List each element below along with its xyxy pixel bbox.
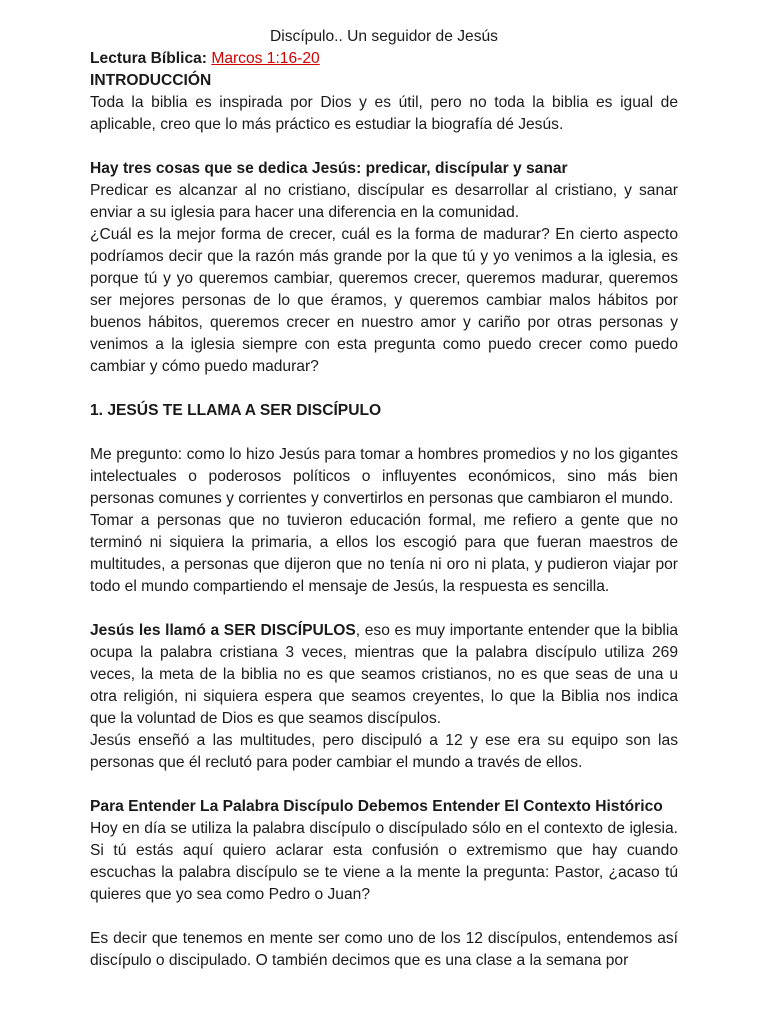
contexto-heading: Para Entender La Palabra Discípulo Debemos Entender El Contexto Histórico: [90, 798, 663, 815]
section-1-paragraph-2: Tomar a personas que no tuvieron educación formal, me refiero a gente que no terminó ni siquiera la primaria, a ellos los escogió para que fueran maestros de multitudes, a personas que dijeron que no tenía ni oro ni plata, y pudieron viajar por todo el mundo compartiendo el mensaje de Jesús, la respuesta es sencilla.: [90, 512, 678, 595]
spacer: [90, 136, 678, 158]
lectura-label: Lectura Bíblica:: [90, 50, 207, 67]
section-1-heading: 1. JESÚS TE LLAMA A SER DISCÍPULO: [90, 402, 382, 419]
contexto-paragraph-2: Es decir que tenemos en mente ser como uno de los 12 discípulos, entendemos así discípulo o discipulado. O también decimos que es una clase a la semana por: [90, 930, 678, 969]
ser-discipulos-emphasis: Jesús les llamó a SER DISCÍPULOS: [90, 622, 356, 639]
spacer: [90, 774, 678, 796]
intro-paragraph: Toda la biblia es inspirada por Dios y es útil, pero no toda la biblia es igual de aplicable, creo que lo más práctico es estudiar la biografía dé Jesús.: [90, 94, 678, 133]
section-1-paragraph-1: Me pregunto: como lo hizo Jesús para tomar a hombres promedios y no los gigantes intelectuales o poderosos políticos o influyentes económicos, sino más bien personas comunes y corrientes y convertirlos en personas que cambiaron el mundo.: [90, 446, 678, 507]
spacer: [90, 422, 678, 444]
section-1-paragraph-4: Jesús enseñó a las multitudes, pero discipuló a 12 y ese era su equipo son las personas que él reclutó para poder cambiar el mundo a través de ellos.: [90, 732, 678, 771]
section-1-paragraph-3-text: , eso es muy importante entender que la biblia ocupa la palabra cristiana 3 veces, mientras que la palabra discípulo utiliza 269 veces, la meta de la biblia no es que seamos cristianos, no es que seas de una u otra religión, ni siquiera espera que seamos creyentes, lo que la Biblia nos indica que la voluntad de Dios es que seamos discípulos.: [90, 622, 678, 727]
lectura-line: [90, 48, 678, 70]
spacer: [90, 598, 678, 620]
spacer: [90, 378, 678, 400]
lectura-reference-link[interactable]: Marcos 1:16-20: [211, 50, 320, 67]
intro-heading: INTRODUCCIÓN: [90, 72, 212, 89]
tres-cosas-paragraph-1: Predicar es alcanzar al no cristiano, discípular es desarrollar al cristiano, y sanar enviar a su iglesia para hacer una diferencia en la comunidad.: [90, 182, 678, 221]
section-1-paragraph-3: [90, 620, 678, 730]
contexto-paragraph-1: Hoy en día se utiliza la palabra discípulo o discípulado sólo en el contexto de iglesia. Si tú estás aquí quiero aclarar esta confusión o extremismo que hay cuando escuchas la palabra discípulo se te viene a la mente la pregunta: Pastor, ¿acaso tú quieres que yo sea como Pedro o Juan?: [90, 820, 678, 903]
tres-cosas-paragraph-2: ¿Cuál es la mejor forma de crecer, cuál es la forma de madurar? En cierto aspecto podríamos decir que la razón más grande por la que tú y yo venimos a la iglesia, es porque tú y yo queremos cambiar, queremos crecer, queremos madurar, queremos ser mejores personas de lo que éramos, y queremos cambiar malos hábitos por buenos hábitos, queremos crecer en nuestro amor y cariño por otras personas y venimos a la iglesia siempre con esta pregunta como puedo crecer como puedo cambiar y cómo puedo madurar?: [90, 226, 678, 375]
tres-cosas-heading: Hay tres cosas que se dedica Jesús: predicar, discípular y sanar: [90, 160, 568, 177]
spacer: [90, 906, 678, 928]
document-title: Discípulo.. Un seguidor de Jesús: [270, 28, 498, 45]
